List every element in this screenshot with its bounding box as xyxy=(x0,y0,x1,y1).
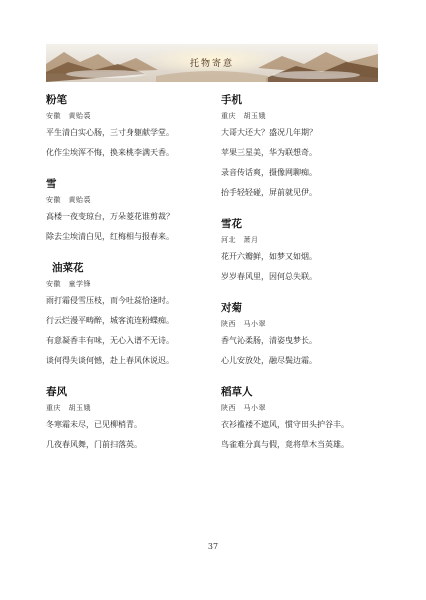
header-banner xyxy=(46,44,378,82)
poem-author: 安徽 黄贻裘 xyxy=(46,196,91,204)
poem-title: 粉笔 xyxy=(46,94,67,106)
poem-author: 安徽 童学锋 xyxy=(46,280,91,288)
poem xyxy=(221,216,401,282)
poem xyxy=(46,384,226,450)
poem xyxy=(221,300,401,366)
poem-line: 行云烂漫平畴醉，城客流连粉蝶痴。 xyxy=(46,316,174,325)
poem-line: 除去尘埃清白见，红梅相与报春来。 xyxy=(46,232,174,241)
poem-line: 雨打霜侵雪压枝，而今吐蕊恰逢时。 xyxy=(46,296,174,305)
poem-title: 雪 xyxy=(46,178,57,190)
poem xyxy=(221,384,401,450)
poem-title: 稻草人 xyxy=(221,386,253,398)
poem-line: 有意凝香丰有味，无心入谱不无诗。 xyxy=(46,336,174,345)
poem-line: 平生清白实心肠，三寸身躯献学堂。 xyxy=(46,128,174,137)
poem-author: 陕西 马小翠 xyxy=(221,320,266,328)
poem-line: 岁岁春风里，因何总失联。 xyxy=(221,272,317,281)
poem-line: 谈何得失谈何憾，赴上春风休说迟。 xyxy=(46,356,174,365)
poem-author: 安徽 黄贻裘 xyxy=(46,112,91,120)
section-title: 托物寄意 xyxy=(189,59,234,69)
poem xyxy=(46,176,226,242)
poem-line: 抬手轻轻碰，屏前就见伊。 xyxy=(221,188,317,197)
poem xyxy=(46,260,226,366)
poem-line: 高楼一夜变琼台，万朵菱花谁剪裁？ xyxy=(46,212,174,221)
poem-line: 香气沁柔肠，清姿曳梦长。 xyxy=(221,336,317,345)
poem-title: 油菜花 xyxy=(52,262,84,274)
poem-title: 春风 xyxy=(46,386,67,398)
poem-author: 河北 萧月 xyxy=(221,236,259,244)
poem-title: 手机 xyxy=(221,94,242,106)
poem xyxy=(46,92,226,158)
poem-line: 大哥大还大？盛况几年期？ xyxy=(221,128,317,137)
poem-line: 化作尘埃浑不悔，换来桃李满天香。 xyxy=(46,148,174,157)
poem-author: 陕西 马小翠 xyxy=(221,404,266,412)
poem xyxy=(221,92,401,198)
poem-author: 重庆 胡玉娥 xyxy=(46,404,91,412)
poem-line: 心儿安放处，融尽鬓边霜。 xyxy=(221,356,317,365)
poem-title: 对菊 xyxy=(221,302,242,314)
poem-title: 雪花 xyxy=(221,218,242,230)
poem-line: 苹果三星美，华为联想奇。 xyxy=(221,148,317,157)
poem-line: 花开六瓣鲜，如梦又如烟。 xyxy=(221,252,317,261)
left-column xyxy=(46,92,226,468)
poem-line: 几夜春风舞，门前扫落英。 xyxy=(46,440,142,449)
right-column xyxy=(221,92,401,468)
poem-line: 衣衫褴褛不遮风，惯守田头护谷丰。 xyxy=(221,420,349,429)
page-number: 37 xyxy=(207,542,219,551)
poem-line: 鸟雀难分真与假，竟将草木当英雄。 xyxy=(221,440,349,449)
poem-line: 冬寒霜未尽，已见柳梢青。 xyxy=(46,420,142,429)
poem-line: 录音传话爽，摄像网聊痴。 xyxy=(221,168,317,177)
poem-author: 重庆 胡玉娥 xyxy=(221,112,266,120)
